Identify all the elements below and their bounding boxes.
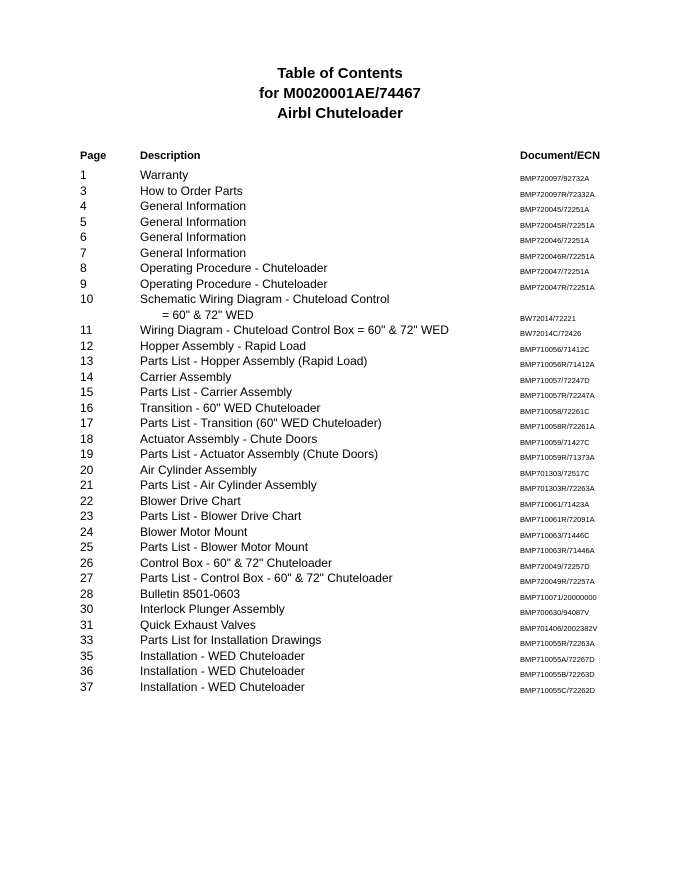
toc-description: [140, 432, 317, 448]
toc-document-ecn: BMP710059/71427C: [520, 437, 590, 447]
toc-page-number: 15: [80, 385, 94, 399]
toc-description-text: Schematic Wiring Diagram - Chuteload Control: [140, 292, 390, 306]
toc-row: [0, 401, 680, 417]
toc-document-ecn: BMP710061/71423A: [520, 499, 590, 509]
table-header: [0, 148, 680, 164]
toc-document-ecn: BMP710056/71412C: [520, 344, 590, 354]
toc-page-number: 36: [80, 664, 94, 678]
toc-row: [0, 246, 680, 262]
toc-row: [0, 416, 680, 432]
toc-page-number: 30: [80, 602, 94, 616]
toc-description: [140, 401, 321, 417]
toc-description: [140, 261, 327, 277]
toc-row: [0, 556, 680, 572]
toc-description-text: General Information: [140, 199, 247, 213]
toc-description: [140, 649, 305, 665]
toc-page-number: 14: [80, 369, 94, 384]
header-page: Page: [80, 150, 107, 162]
toc-row: [0, 354, 680, 370]
toc-page-number: 31: [80, 617, 94, 632]
toc-row: [0, 323, 680, 339]
toc-description: [140, 478, 317, 494]
toc-description-text: Parts List - Blower Motor Mount: [140, 540, 309, 554]
toc-description: [140, 571, 393, 587]
toc-description-text: Installation - WED Chuteloader: [140, 679, 305, 694]
toc-description: [140, 168, 188, 184]
toc-description-text: Operating Procedure - Chuteloader: [140, 276, 328, 291]
header-description: Description: [140, 150, 201, 162]
toc-document-ecn: BMP710056R/71412A: [520, 360, 595, 369]
toc-description-text: Air Cylinder Assembly: [140, 462, 257, 477]
toc-description-text: Bulletin 8501-0603: [140, 586, 241, 601]
toc-description-text: Parts List - Control Box - 60" & 72" Chuteloader: [140, 571, 393, 585]
toc-page-number: 19: [80, 447, 94, 461]
toc-page-number: 1: [80, 168, 87, 182]
toc-description: [140, 385, 292, 401]
toc-row: [0, 649, 680, 665]
toc-document-ecn: BMP710057R/72247A: [520, 391, 595, 400]
toc-description: [140, 509, 301, 525]
toc-description-text: Installation - WED Chuteloader: [140, 648, 305, 663]
toc-document-ecn: BW72014C/72426: [520, 329, 582, 338]
toc-description-text: How to Order Parts: [140, 183, 243, 198]
toc-document-ecn: BMP710071/20000000: [520, 592, 597, 602]
toc-list: [0, 168, 680, 695]
toc-description-text: Parts List - Hopper Assembly (Rapid Load): [140, 354, 368, 368]
toc-description: [140, 292, 389, 323]
toc-page-number: 20: [80, 462, 94, 477]
toc-page-number: 26: [80, 555, 94, 570]
toc-description-text: Parts List for Installation Drawings: [140, 633, 322, 647]
toc-document-ecn: BMP710058/72261C: [520, 406, 590, 416]
toc-page-number: 28: [80, 586, 94, 601]
toc-document-ecn: BMP720045/72251A: [520, 205, 590, 214]
toc-document-ecn: BMP720045R/72251A: [520, 220, 595, 230]
toc-document-ecn: BMP701303R/72263A: [520, 484, 595, 493]
toc-row: [0, 664, 680, 680]
title-line-1: Table of Contents: [277, 65, 403, 82]
toc-description: [140, 525, 247, 541]
toc-document-ecn: BW72014/72221: [520, 313, 576, 323]
toc-page-number: 10: [80, 292, 94, 306]
toc-description: [140, 184, 243, 200]
toc-document-ecn: BMP701303/72517C: [520, 468, 590, 478]
toc-description: [140, 416, 382, 432]
toc-description: [140, 463, 257, 479]
toc-document-ecn: BMP720046/72251A: [520, 236, 590, 245]
toc-description: [140, 215, 246, 231]
toc-document-ecn: BMP710063/71446C: [520, 530, 590, 540]
toc-page-number: 6: [80, 230, 87, 244]
toc-description-text: Hopper Assembly - Rapid Load: [140, 338, 307, 353]
toc-description-text: General Information: [140, 245, 247, 260]
toc-row: [0, 587, 680, 603]
toc-document-ecn: BMP720049/72257D: [520, 561, 590, 571]
toc-row: [0, 385, 680, 401]
toc-row: [0, 292, 680, 323]
toc-description: [140, 246, 246, 262]
toc-row: [0, 447, 680, 463]
toc-row: [0, 370, 680, 386]
toc-description: [140, 556, 332, 572]
toc-page-number: 3: [80, 183, 87, 198]
toc-description: [140, 354, 367, 370]
toc-document-ecn: BMP720047/72251A: [520, 267, 590, 276]
toc-document-ecn: BMP710055C/72262D: [520, 685, 596, 695]
toc-page-number: 35: [80, 648, 94, 663]
toc-description: [140, 199, 246, 215]
toc-description-text: Parts List - Carrier Assembly: [140, 385, 293, 399]
toc-document-ecn: BMP710055A/72267D: [520, 654, 595, 664]
toc-description-text: Transition - 60" WED Chuteloader: [140, 400, 321, 415]
toc-description-text: Carrier Assembly: [140, 369, 232, 384]
toc-row: [0, 339, 680, 355]
header-document: Document/ECN: [520, 150, 601, 162]
toc-document-ecn: BMP720097R/72332A: [520, 189, 595, 199]
toc-document-ecn: BMP710055B/72263D: [520, 670, 595, 679]
toc-row: [0, 184, 680, 200]
toc-row: [0, 618, 680, 634]
toc-document-ecn: BMP720047R/72251A: [520, 282, 595, 292]
toc-description: [140, 618, 256, 634]
toc-description: [140, 633, 321, 649]
toc-document-ecn: BMP720046R/72251A: [520, 251, 595, 261]
toc-description-continuation: = 60" & 72" WED: [162, 307, 254, 322]
toc-row: [0, 540, 680, 556]
toc-row: [0, 277, 680, 293]
toc-row: [0, 199, 680, 215]
toc-description-text: Parts List - Blower Drive Chart: [140, 509, 302, 523]
toc-description-text: Quick Exhaust Valves: [140, 617, 256, 632]
toc-page-number: 37: [80, 679, 94, 694]
toc-row: [0, 633, 680, 649]
toc-description: [140, 494, 241, 510]
toc-page-number: 12: [80, 338, 94, 353]
toc-row: [0, 494, 680, 510]
toc-document-ecn: BMP720049R/72257A: [520, 577, 595, 586]
toc-page-number: 33: [80, 633, 94, 647]
toc-description-text: Control Box - 60" & 72" Chuteloader: [140, 555, 332, 570]
toc-description: [140, 323, 449, 339]
toc-row: [0, 478, 680, 494]
toc-row: [0, 509, 680, 525]
toc-description: [140, 277, 327, 293]
toc-description-text: Parts List - Transition (60" WED Chuteloader): [140, 416, 382, 430]
toc-page-number: 18: [80, 431, 94, 446]
toc-row: [0, 571, 680, 587]
toc-description-text: Installation - WED Chuteloader: [140, 664, 305, 678]
toc-description-text: Wiring Diagram - Chuteload Control Box = 60" & 72" WED: [140, 323, 449, 337]
toc-description-text: Parts List - Air Cylinder Assembly: [140, 478, 317, 492]
toc-page-number: 9: [80, 276, 87, 291]
toc-row: [0, 168, 680, 184]
toc-document-ecn: BMP710055R/72263A: [520, 639, 595, 648]
toc-row: [0, 602, 680, 618]
toc-document-ecn: BMP710059R/71373A: [520, 453, 595, 462]
title-line-2: for M0020001AE/74467: [259, 85, 421, 102]
toc-description: [140, 664, 305, 680]
toc-description: [140, 540, 308, 556]
document-title: [0, 64, 680, 124]
toc-description: [140, 370, 231, 386]
toc-description-text: Warranty: [140, 168, 189, 182]
toc-page-number: 24: [80, 524, 94, 539]
toc-description-text: Interlock Plunger Assembly: [140, 602, 285, 616]
toc-document-ecn: BMP710057/72247D: [520, 375, 590, 385]
toc-description-text: Blower Drive Chart: [140, 493, 241, 508]
toc-page-number: 4: [80, 199, 87, 213]
toc-page-number: 8: [80, 261, 87, 275]
toc-description: [140, 447, 378, 463]
toc-document-ecn: BMP720097/92732A: [520, 174, 590, 183]
toc-document-ecn: BMP710058R/72261A: [520, 422, 595, 431]
toc-row: [0, 230, 680, 246]
toc-page-number: 27: [80, 571, 94, 585]
toc-document-ecn: BMP710061R/72091A: [520, 515, 595, 524]
toc-document-ecn: BMP701406/2002382V: [520, 623, 598, 633]
toc-description: [140, 339, 306, 355]
toc-row: [0, 215, 680, 231]
toc-row: [0, 525, 680, 541]
toc-description: [140, 680, 305, 696]
toc-page-number: 7: [80, 245, 87, 260]
toc-page-number: 16: [80, 400, 94, 415]
toc-page-number: 23: [80, 509, 94, 523]
toc-description-text: General Information: [140, 214, 247, 229]
toc-description: [140, 230, 246, 246]
toc-row: [0, 432, 680, 448]
toc-description-text: Actuator Assembly - Chute Doors: [140, 431, 318, 446]
toc-description: [140, 602, 285, 618]
toc-page-number: 11: [80, 323, 93, 337]
toc-description-text: Parts List - Actuator Assembly (Chute Doors): [140, 447, 379, 461]
title-line-3: Airbl Chuteloader: [277, 105, 403, 122]
toc-page-number: 5: [80, 214, 87, 229]
toc-row: [0, 680, 680, 696]
toc-description-text: General Information: [140, 230, 247, 244]
toc-description-text: Blower Motor Mount: [140, 524, 248, 539]
toc-document-ecn: BMP700630/94087V: [520, 608, 590, 617]
toc-description: [140, 587, 240, 603]
toc-description-text: Operating Procedure - Chuteloader: [140, 261, 328, 275]
toc-document-ecn: BMP710063R/71446A: [520, 546, 595, 555]
toc-page-number: 21: [80, 478, 94, 492]
toc-page-number: 22: [80, 493, 94, 508]
toc-page-number: 25: [80, 540, 94, 554]
toc-row: [0, 463, 680, 479]
toc-page-number: 13: [80, 354, 94, 368]
toc-page-number: 17: [80, 416, 94, 430]
toc-row: [0, 261, 680, 277]
